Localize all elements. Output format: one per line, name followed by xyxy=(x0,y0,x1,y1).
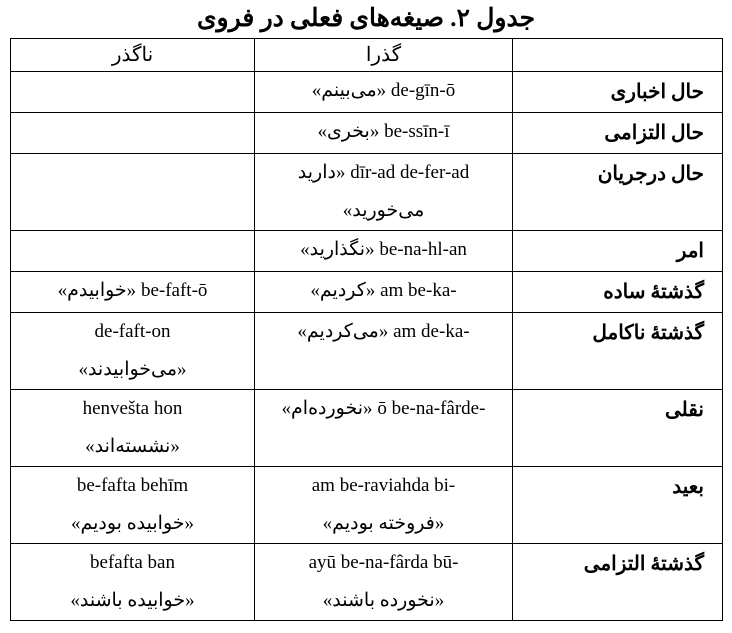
tense-label: حال درجریان xyxy=(513,154,723,231)
transitive-cell xyxy=(255,544,513,621)
intransitive-example-line: befafta ban xyxy=(90,552,175,573)
tense-label: گذشتهٔ ساده xyxy=(513,272,723,313)
transitive-example-line: -ō be-na-fârde «نخورده‌ام» xyxy=(281,398,486,419)
transitive-example-line: «فروخته بودیم» xyxy=(322,513,445,534)
table-body xyxy=(11,72,723,621)
table-header-row xyxy=(11,39,723,72)
transitive-example-line: de-gīn-ō «می‌بینم» xyxy=(311,80,456,101)
transitive-cell xyxy=(255,231,513,272)
verb-forms-table xyxy=(10,38,723,621)
transitive-example-line: -am de-ka «می‌کردیم» xyxy=(297,321,470,342)
intransitive-example-line: be-faft-ō «خوابیدم» xyxy=(57,280,208,301)
transitive-example-line: می‌خورید» xyxy=(342,200,425,221)
intransitive-cell xyxy=(11,272,255,313)
table-caption: جدول ۲. صیغه‌های فعلی در فروی xyxy=(196,5,536,32)
transitive-example-line: «نخورده باشند» xyxy=(322,590,445,611)
table-row xyxy=(11,72,723,113)
intransitive-cell xyxy=(11,72,255,113)
header-transitive: گذرا xyxy=(255,39,513,72)
transitive-example-line: -am be-ka «کردیم» xyxy=(310,280,457,301)
intransitive-cell xyxy=(11,154,255,231)
tense-label: حال التزامی xyxy=(513,113,723,154)
table-row xyxy=(11,313,723,390)
tense-label: حال اخباری xyxy=(513,72,723,113)
intransitive-cell xyxy=(11,313,255,390)
table-row xyxy=(11,544,723,621)
tense-label: نقلی xyxy=(513,390,723,467)
intransitive-example-line: «می‌خوابیدند» xyxy=(78,359,187,380)
transitive-cell xyxy=(255,113,513,154)
intransitive-cell xyxy=(11,467,255,544)
header-tense xyxy=(513,39,723,72)
header-intransitive: ناگذر xyxy=(11,39,255,72)
transitive-example-line: be-na-hl-an «نگذارید» xyxy=(300,239,467,260)
tense-label: امر xyxy=(513,231,723,272)
transitive-example-line: dīr-ad de-fer-ad «دارید xyxy=(297,162,470,183)
transitive-example-line: -ayū be-na-fârda bū xyxy=(308,552,459,573)
transitive-cell xyxy=(255,154,513,231)
transitive-example-line: -am be-raviahda bi xyxy=(311,475,456,496)
transitive-cell xyxy=(255,272,513,313)
tense-label: گذشتهٔ ناکامل xyxy=(513,313,723,390)
intransitive-example-line: «خوابیده باشند» xyxy=(70,590,195,611)
intransitive-cell xyxy=(11,231,255,272)
transitive-cell xyxy=(255,313,513,390)
tense-label: گذشتهٔ التزامی xyxy=(513,544,723,621)
table-row xyxy=(11,467,723,544)
intransitive-example-line: «نشسته‌اند» xyxy=(85,436,180,457)
intransitive-cell xyxy=(11,544,255,621)
transitive-cell xyxy=(255,467,513,544)
intransitive-example-line: be-fafta behīm xyxy=(76,475,189,496)
table-row xyxy=(11,272,723,313)
intransitive-example-line: henvešta hon xyxy=(82,398,183,419)
intransitive-cell xyxy=(11,390,255,467)
intransitive-example-line: «خوابیده بودیم» xyxy=(70,513,195,534)
tense-label: بعید xyxy=(513,467,723,544)
intransitive-cell xyxy=(11,113,255,154)
transitive-cell xyxy=(255,72,513,113)
table-row xyxy=(11,231,723,272)
table-row xyxy=(11,113,723,154)
intransitive-example-line: de-faft-on xyxy=(94,321,171,342)
transitive-cell xyxy=(255,390,513,467)
table-row xyxy=(11,390,723,467)
table-row xyxy=(11,154,723,231)
transitive-example-line: be-ssīn-ī «بخری» xyxy=(317,121,450,142)
